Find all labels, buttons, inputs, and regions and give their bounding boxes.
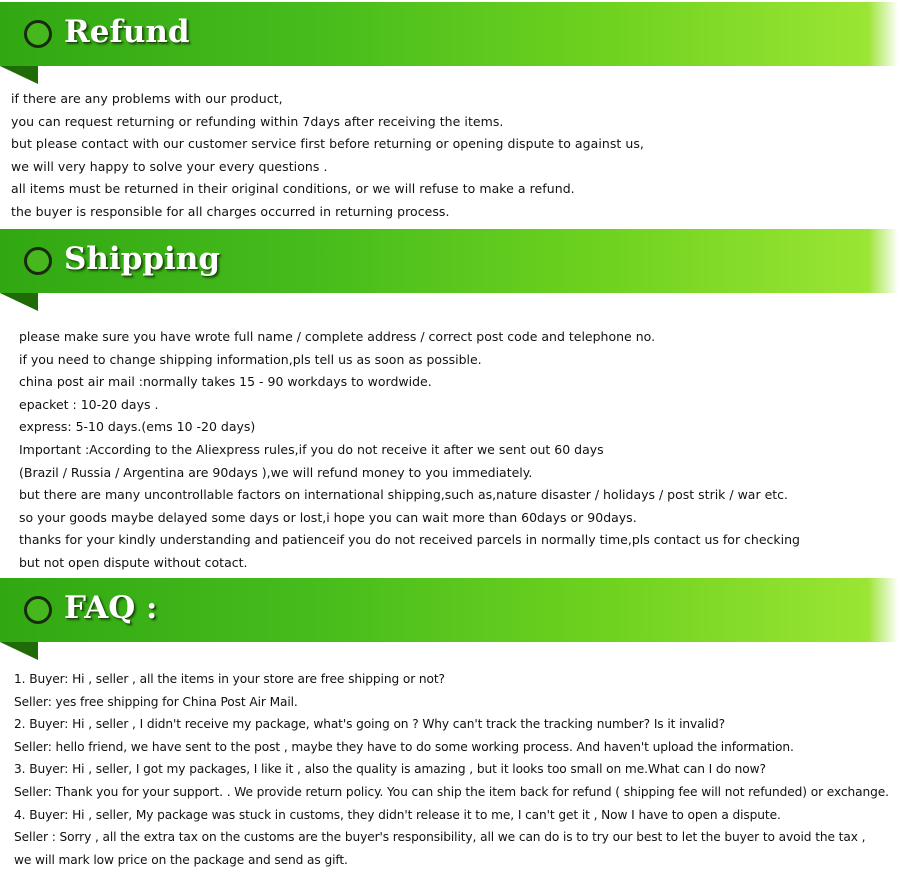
- refund-line: if there are any problems with our product,: [11, 91, 283, 106]
- shipping-line: but there are many uncontrollable factors on international shipping,such as,nature disaster / holidays / post strik / war etc.: [19, 487, 789, 503]
- circle-icon: [24, 247, 52, 275]
- refund-line: all items must be returned in their original conditions, or we will refuse to make a refund.: [11, 181, 575, 197]
- circle-icon: [24, 20, 52, 48]
- shipping-line: thanks for your kindly understanding and patienceif you do not received parcels in normally time,pls contact us for checking: [19, 532, 800, 548]
- circle-icon: [24, 596, 52, 624]
- shipping-text: [19, 326, 800, 575]
- faq-line: Seller: Thank you for your support. . We provide return policy. You can ship the item back for refund ( shipping fee will not refunded) or exchange.: [14, 784, 889, 799]
- faq-text: [14, 668, 889, 871]
- shipping-line: Important :According to the Aliexpress rules,if you do not receive it after we sent out 60 days: [19, 441, 604, 457]
- refund-line: the buyer is responsible for all charges occurred in returning process.: [11, 203, 450, 219]
- faq-title: FAQ :: [64, 590, 158, 626]
- refund-title: Refund: [64, 14, 190, 50]
- shipping-line: but not open dispute without cotact.: [19, 554, 248, 570]
- shipping-line: please make sure you have wrote full name / complete address / correct post code and telephone no.: [19, 329, 656, 344]
- refund-line: we will very happy to solve your every questions .: [11, 158, 328, 174]
- faq-line: Seller: yes free shipping for China Post Air Mail.: [14, 694, 298, 709]
- shipping-line: so your goods maybe delayed some days or lost,i hope you can wait more than 60days or 90days.: [19, 509, 637, 525]
- refund-line: you can request returning or refunding within 7days after receiving the items.: [11, 113, 504, 129]
- refund-text: [11, 88, 644, 224]
- refund-line: but please contact with our customer service first before returning or opening dispute to against us,: [11, 136, 644, 152]
- shipping-line: express: 5-10 days.(ems 10 -20 days): [19, 419, 256, 435]
- faq-line: Seller: hello friend, we have sent to the post , maybe they have to do some working process. And haven't upload the information.: [14, 739, 794, 754]
- banner-fold: [0, 293, 38, 311]
- shipping-title: Shipping: [64, 241, 221, 277]
- banner-fold: [0, 642, 38, 660]
- faq-line: 2. Buyer: Hi , seller , I didn't receive my package, what's going on ? Why can't track the tracking number? Is it invalid?: [14, 717, 726, 732]
- faq-line: 3. Buyer: Hi , seller, I got my packages, I like it , also the quality is amazing , but it looks too small on me.What can I do now?: [14, 762, 766, 777]
- faq-line: 4. Buyer: Hi , seller, My package was stuck in customs, they didn't release it to me, I can't get it , Now I have to open a dispute.: [14, 807, 781, 822]
- shipping-line: epacket : 10-20 days .: [19, 396, 159, 412]
- shipping-line: if you need to change shipping information,pls tell us as soon as possible.: [19, 351, 482, 367]
- banner-fold: [0, 66, 38, 84]
- faq-line: we will mark low price on the package and send as gift.: [14, 852, 348, 867]
- shipping-line: (Brazil / Russia / Argentina are 90days ),we will refund money to you immediately.: [19, 464, 533, 480]
- faq-line: Seller : Sorry , all the extra tax on the customs are the buyer's responsibility, all we can do is to try our best to let the buyer to avoid the tax ,: [14, 830, 866, 845]
- faq-line: 1. Buyer: Hi , seller , all the items in your store are free shipping or not?: [14, 672, 445, 686]
- shipping-line: china post air mail :normally takes 15 - 90 workdays to wordwide.: [19, 374, 432, 390]
